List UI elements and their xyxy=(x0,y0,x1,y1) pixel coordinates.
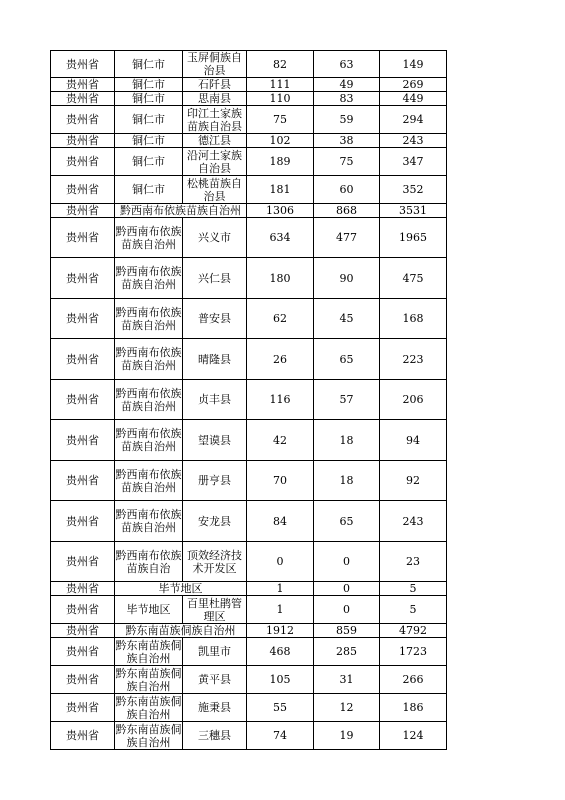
city-cell: 铜仁市 xyxy=(115,106,183,134)
province-cell: 贵州省 xyxy=(51,501,115,542)
value-b-cell: 38 xyxy=(314,134,380,148)
value-a-cell: 102 xyxy=(247,134,314,148)
value-b-cell: 65 xyxy=(314,339,380,380)
city-cell: 铜仁市 xyxy=(115,148,183,176)
city-cell: 黔西南布依族苗族自治州 xyxy=(115,501,183,542)
province-cell: 贵州省 xyxy=(51,78,115,92)
value-a-cell: 189 xyxy=(247,148,314,176)
value-c-cell: 352 xyxy=(380,176,447,204)
value-b-cell: 0 xyxy=(314,542,380,582)
value-b-cell: 90 xyxy=(314,258,380,299)
province-cell: 贵州省 xyxy=(51,461,115,501)
value-c-cell: 94 xyxy=(380,420,447,461)
table-row xyxy=(51,78,447,92)
value-a-cell: 116 xyxy=(247,380,314,420)
value-c-cell: 223 xyxy=(380,339,447,380)
value-a-cell: 74 xyxy=(247,722,314,750)
value-b-cell: 65 xyxy=(314,501,380,542)
county-cell: 石阡县 xyxy=(183,78,247,92)
province-cell: 贵州省 xyxy=(51,218,115,258)
value-b-cell: 0 xyxy=(314,582,380,596)
table-row xyxy=(51,92,447,106)
county-cell: 施秉县 xyxy=(183,694,247,722)
province-cell: 贵州省 xyxy=(51,134,115,148)
city-cell: 黔东南苗族侗族自治州 xyxy=(115,694,182,721)
value-b-cell: 19 xyxy=(314,722,380,750)
value-c-cell: 243 xyxy=(380,134,447,148)
city-cell: 铜仁市 xyxy=(115,51,183,78)
province-cell: 贵州省 xyxy=(51,299,115,339)
city-cell: 黔西南布依族苗族自治州 xyxy=(115,461,183,501)
county-cell: 三穗县 xyxy=(183,722,247,750)
value-b-cell: 12 xyxy=(314,694,380,722)
table-row xyxy=(51,638,447,666)
city-cell: 毕节地区 xyxy=(115,596,183,624)
province-cell: 贵州省 xyxy=(51,51,115,78)
county-cell: 兴仁县 xyxy=(183,258,247,299)
value-a-cell: 55 xyxy=(247,694,314,722)
value-c-cell: 206 xyxy=(380,380,447,420)
value-c-cell: 294 xyxy=(380,106,447,134)
table-row xyxy=(51,134,447,148)
table-row xyxy=(51,624,447,638)
table-row xyxy=(51,339,447,380)
province-cell: 贵州省 xyxy=(51,339,115,380)
value-a-cell: 26 xyxy=(247,339,314,380)
table-row xyxy=(51,501,447,542)
value-c-cell: 4792 xyxy=(380,624,447,638)
county-cell: 印江土家族苗族自治县 xyxy=(183,106,247,134)
county-cell: 册亨县 xyxy=(183,461,247,501)
value-a-cell: 0 xyxy=(247,542,314,582)
province-cell: 贵州省 xyxy=(51,106,115,134)
value-c-cell: 186 xyxy=(380,694,447,722)
city-cell: 黔西南布依族苗族自治州 xyxy=(115,258,183,299)
table-row xyxy=(51,380,447,420)
province-cell: 贵州省 xyxy=(51,624,115,638)
county-cell: 沿河土家族自治县 xyxy=(183,148,247,176)
value-c-cell: 269 xyxy=(380,78,447,92)
value-c-cell: 92 xyxy=(380,461,447,501)
value-a-cell: 70 xyxy=(247,461,314,501)
value-a-cell: 110 xyxy=(247,92,314,106)
value-b-cell: 0 xyxy=(314,596,380,624)
table-row xyxy=(51,299,447,339)
city-cell: 黔西南布依族苗族自治州 xyxy=(115,204,247,218)
table-body xyxy=(51,51,447,750)
province-cell: 贵州省 xyxy=(51,596,115,624)
value-b-cell: 859 xyxy=(314,624,380,638)
province-cell: 贵州省 xyxy=(51,542,115,582)
city-cell: 黔东南苗族侗族自治州 xyxy=(115,638,182,665)
city-cell: 黔西南布依族苗族自治州 xyxy=(115,218,183,258)
county-cell: 玉屏侗族自治县 xyxy=(183,51,247,78)
value-a-cell: 634 xyxy=(247,218,314,258)
value-a-cell: 180 xyxy=(247,258,314,299)
county-cell: 贞丰县 xyxy=(183,380,247,420)
table-row xyxy=(51,542,447,582)
value-b-cell: 868 xyxy=(314,204,380,218)
value-c-cell: 149 xyxy=(380,51,447,78)
province-cell: 贵州省 xyxy=(51,176,115,204)
value-c-cell: 1965 xyxy=(380,218,447,258)
value-c-cell: 5 xyxy=(380,582,447,596)
value-b-cell: 285 xyxy=(314,638,380,666)
value-b-cell: 477 xyxy=(314,218,380,258)
province-cell: 贵州省 xyxy=(51,420,115,461)
value-a-cell: 1 xyxy=(247,582,314,596)
city-cell: 毕节地区 xyxy=(115,582,247,596)
city-cell: 黔东南苗族侗族自治州 xyxy=(115,722,182,749)
county-cell: 松桃苗族自治县 xyxy=(183,176,247,204)
table-row xyxy=(51,666,447,694)
value-b-cell: 83 xyxy=(314,92,380,106)
value-a-cell: 1 xyxy=(247,596,314,624)
value-c-cell: 168 xyxy=(380,299,447,339)
province-cell: 贵州省 xyxy=(51,638,115,666)
city-cell: 黔西南布依族苗族自治州 xyxy=(115,299,183,339)
value-b-cell: 57 xyxy=(314,380,380,420)
table-row xyxy=(51,218,447,258)
value-b-cell: 59 xyxy=(314,106,380,134)
county-cell: 顶效经济技术开发区 xyxy=(183,542,247,582)
value-a-cell: 468 xyxy=(247,638,314,666)
value-c-cell: 475 xyxy=(380,258,447,299)
city-cell: 黔西南布依族苗族自治 xyxy=(115,542,183,582)
province-cell: 贵州省 xyxy=(51,722,115,750)
value-b-cell: 45 xyxy=(314,299,380,339)
value-a-cell: 82 xyxy=(247,51,314,78)
county-cell: 思南县 xyxy=(183,92,247,106)
value-b-cell: 75 xyxy=(314,148,380,176)
table-row xyxy=(51,582,447,596)
province-cell: 贵州省 xyxy=(51,380,115,420)
value-b-cell: 18 xyxy=(314,461,380,501)
value-c-cell: 3531 xyxy=(380,204,447,218)
value-c-cell: 23 xyxy=(380,542,447,582)
city-cell: 铜仁市 xyxy=(115,92,183,106)
value-a-cell: 1306 xyxy=(247,204,314,218)
province-cell: 贵州省 xyxy=(51,92,115,106)
value-c-cell: 1723 xyxy=(380,638,447,666)
county-cell: 凯里市 xyxy=(183,638,247,666)
value-b-cell: 60 xyxy=(314,176,380,204)
value-b-cell: 63 xyxy=(314,51,380,78)
city-cell: 黔西南布依族苗族自治州 xyxy=(115,339,183,380)
province-cell: 贵州省 xyxy=(51,204,115,218)
data-table xyxy=(50,50,447,750)
county-cell: 望谟县 xyxy=(183,420,247,461)
value-a-cell: 1912 xyxy=(247,624,314,638)
value-a-cell: 105 xyxy=(247,666,314,694)
value-a-cell: 111 xyxy=(247,78,314,92)
table-row xyxy=(51,461,447,501)
table-row xyxy=(51,148,447,176)
value-a-cell: 62 xyxy=(247,299,314,339)
city-cell: 黔西南布依族苗族自治州 xyxy=(115,380,183,420)
province-cell: 贵州省 xyxy=(51,582,115,596)
province-cell: 贵州省 xyxy=(51,666,115,694)
value-c-cell: 5 xyxy=(380,596,447,624)
value-a-cell: 181 xyxy=(247,176,314,204)
county-cell: 德江县 xyxy=(183,134,247,148)
value-b-cell: 49 xyxy=(314,78,380,92)
city-cell: 铜仁市 xyxy=(115,78,183,92)
value-c-cell: 449 xyxy=(380,92,447,106)
province-cell: 贵州省 xyxy=(51,148,115,176)
value-c-cell: 347 xyxy=(380,148,447,176)
county-cell: 百里杜鹃管理区 xyxy=(183,596,247,624)
province-cell: 贵州省 xyxy=(51,694,115,722)
value-b-cell: 18 xyxy=(314,420,380,461)
table-row xyxy=(51,106,447,134)
table-row xyxy=(51,694,447,722)
county-cell: 晴隆县 xyxy=(183,339,247,380)
table-row xyxy=(51,204,447,218)
table-row xyxy=(51,722,447,750)
table-row xyxy=(51,420,447,461)
value-a-cell: 42 xyxy=(247,420,314,461)
value-a-cell: 84 xyxy=(247,501,314,542)
city-cell: 铜仁市 xyxy=(115,176,183,204)
value-c-cell: 243 xyxy=(380,501,447,542)
value-b-cell: 31 xyxy=(314,666,380,694)
city-cell: 黔西南布依族苗族自治州 xyxy=(115,420,183,461)
table-row xyxy=(51,596,447,624)
county-cell: 普安县 xyxy=(183,299,247,339)
value-a-cell: 75 xyxy=(247,106,314,134)
county-cell: 安龙县 xyxy=(183,501,247,542)
city-cell: 黔东南苗族侗族自治州 xyxy=(115,666,182,693)
table-row xyxy=(51,176,447,204)
county-cell: 黄平县 xyxy=(183,666,247,694)
value-c-cell: 266 xyxy=(380,666,447,694)
city-cell: 黔东南苗族侗族自治州 xyxy=(115,624,247,638)
table-row xyxy=(51,258,447,299)
value-c-cell: 124 xyxy=(380,722,447,750)
province-cell: 贵州省 xyxy=(51,258,115,299)
county-cell: 兴义市 xyxy=(183,218,247,258)
city-cell: 铜仁市 xyxy=(115,134,183,148)
table-row xyxy=(51,51,447,78)
